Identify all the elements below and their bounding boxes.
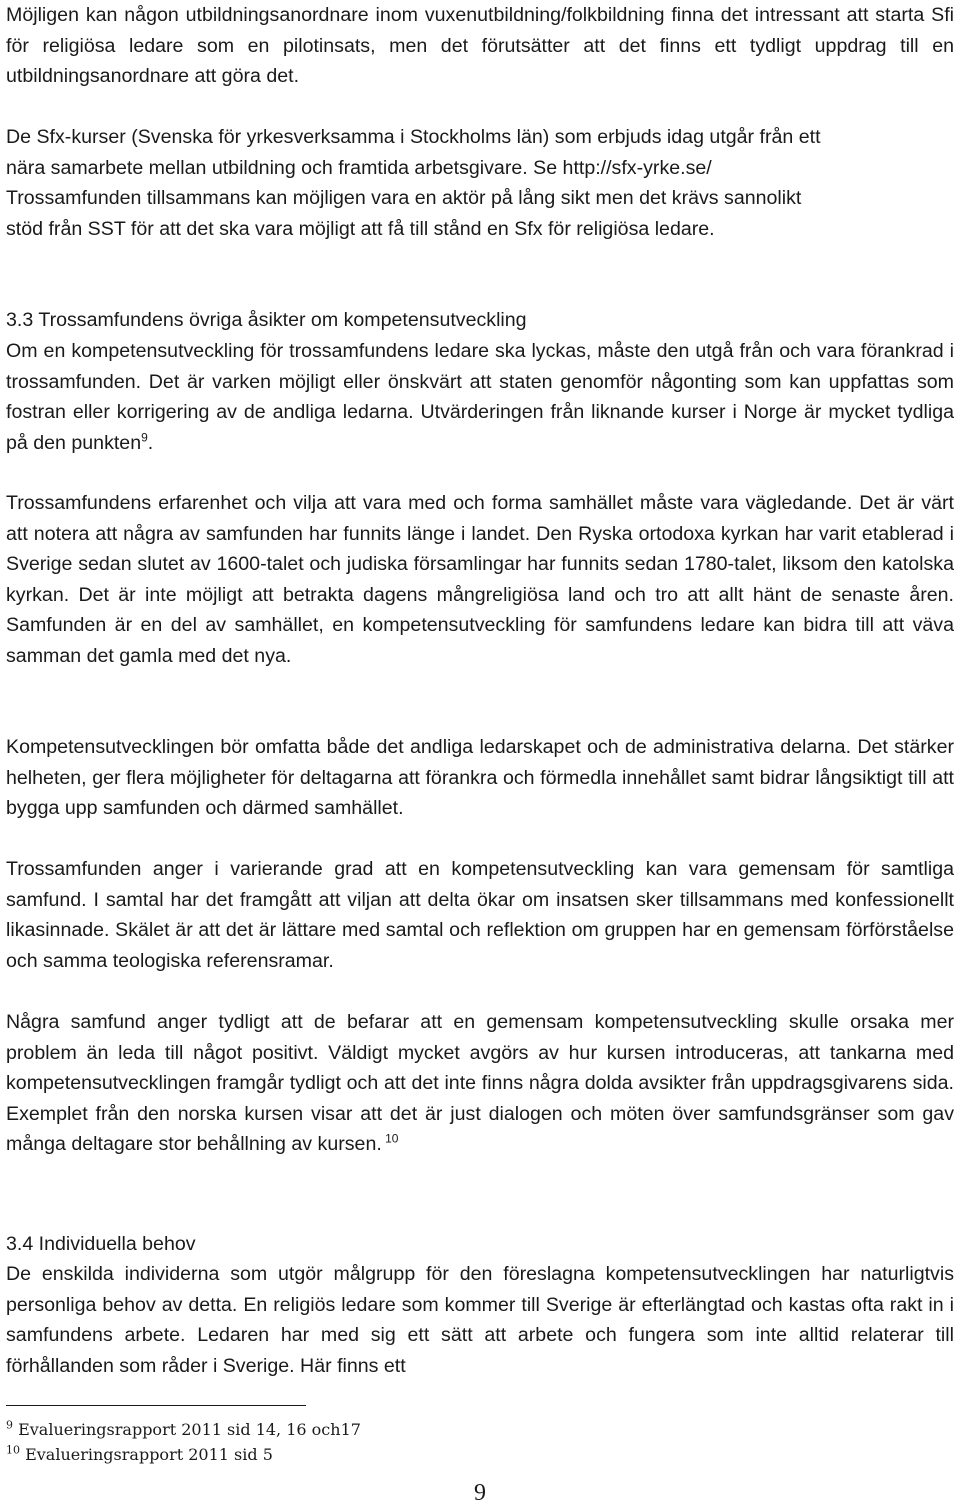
paragraph-anchoring <box>6 336 954 458</box>
page-number: 9 <box>474 1480 486 1506</box>
paragraph-end: . <box>147 431 154 454</box>
paragraph-sfx-courses <box>6 122 954 244</box>
footnote-ref-9: 9 <box>141 429 148 444</box>
footnote-text: Evalueringsrapport 2011 sid 5 <box>20 1445 273 1464</box>
paragraph-concerns <box>6 1007 954 1160</box>
footnote-separator <box>6 1405 306 1406</box>
section-heading-3-4: 3.4 Individuella behov <box>6 1233 196 1255</box>
footnote-10 <box>6 1445 273 1465</box>
footnote-number: 9 <box>6 1418 13 1432</box>
section-heading-3-3: 3.3 Trossamfundens övriga åsikter om kompetensutveckling <box>6 309 527 331</box>
paragraph-common-training: Trossamfunden anger i varierande grad att en kompetensutveckling kan vara gemensam för samtliga samfund. I samtal har det framgått att viljan att delta ökar om insatsen sker tillsammans med konfessionellt likasinnade. Skälet är att det är lättare med samtal och reflektion om gruppen har en gemensam förförståelse och samma teologiska referensramar. <box>6 858 954 972</box>
paragraph-individual-needs: De enskilda individerna som utgör målgrupp för den föreslagna kompetensutvecklingen har naturligtvis personliga behov av detta. En religiös ledare som kommer till Sverige är efterlängtad och kastas ofta rakt in i samfundens arbete. Ledaren har med sig ett sätt att arbete och fungera som inte alltid relaterar till förhållanden som råder i Sverige. Här finns ett <box>6 1263 954 1377</box>
text-line: Trossamfunden tillsammans kan möjligen vara en aktör på lång sikt men det krävs sannolikt <box>6 187 802 209</box>
paragraph-text: Några samfund anger tydligt att de befarar att en gemensam kompetensutveckling skulle orsaka mer problem än leda till något positivt. Väldigt mycket avgörs av hur kursen introduceras, att tankarna med kompetensutvecklingen framgår tydligt och att det inte finns några dolda avsikter från uppdragsgivarens sida. Exemplet från den norska kursen visar att det är just dialogen och möten över samfundsgränser som gav många deltagare stor behållning av kursen. <box>6 1011 954 1155</box>
paragraph-sfi-pilot: Möjligen kan någon utbildningsanordnare inom vuxenutbildning/folkbildning finna det intressant att starta Sfi för religiösa ledare som en pilotinsats, men det förutsätter att det finns ett tydligt uppdrag till en utbildningsanordnare att göra det. <box>6 4 954 87</box>
footnote-ref-10: 10 <box>381 1131 399 1146</box>
paragraph-competence-scope: Kompetensutvecklingen bör omfatta både det andliga ledarskapet och de administrativa delarna. Det stärker helheten, ger flera möjligheter för deltagarna att förankra och förmedla innehållet samt bidrar långsiktigt till att bygga upp samfunden och därmed samhället. <box>6 736 954 819</box>
text-line: stöd från SST för att det ska vara möjligt att få till stånd en Sfx för religiösa ledare. <box>6 217 715 240</box>
footnote-9 <box>6 1420 361 1440</box>
paragraph-text: Om en kompetensutveckling för trossamfundens ledare ska lyckas, måste den utgå från och vara förankrad i trossamfunden. Det är varken möjligt eller önskvärt att staten genomför någonting som kan uppfattas som fostran eller korrigering av de andliga ledarna. Utvärderingen från liknande kurser i Norge är mycket tydliga på den punkten <box>6 340 954 454</box>
paragraph-experience: Trossamfundens erfarenhet och vilja att vara med och forma samhället måste vara vägledande. Det är värt att notera att några av samfunden har funnits länge i landet. Den Ryska ortodoxa kyrkan har varit etablerad i Sverige sedan slutet av 1600-talet och judiska församlingar har funnits sedan 1780-talet, liksom den katolska kyrkan. Det är inte möjligt att betrakta dagens mångreligiösa land och tro att allt hänt de senaste åren. Samfunden är en del av samhället, en kompetensutveckling för samfundens ledare kan bidra till att väva samman det gamla med det nya. <box>6 492 954 667</box>
footnote-text: Evalueringsrapport 2011 sid 14, 16 och17 <box>13 1420 361 1439</box>
footnote-number: 10 <box>6 1443 20 1457</box>
text-line: nära samarbete mellan utbildning och framtida arbetsgivare. Se http://sfx-yrke.se/ <box>6 156 712 179</box>
text-line: De Sfx-kurser (Svenska för yrkesverksamma i Stockholms län) som erbjuds idag utgår från ett <box>6 126 821 148</box>
